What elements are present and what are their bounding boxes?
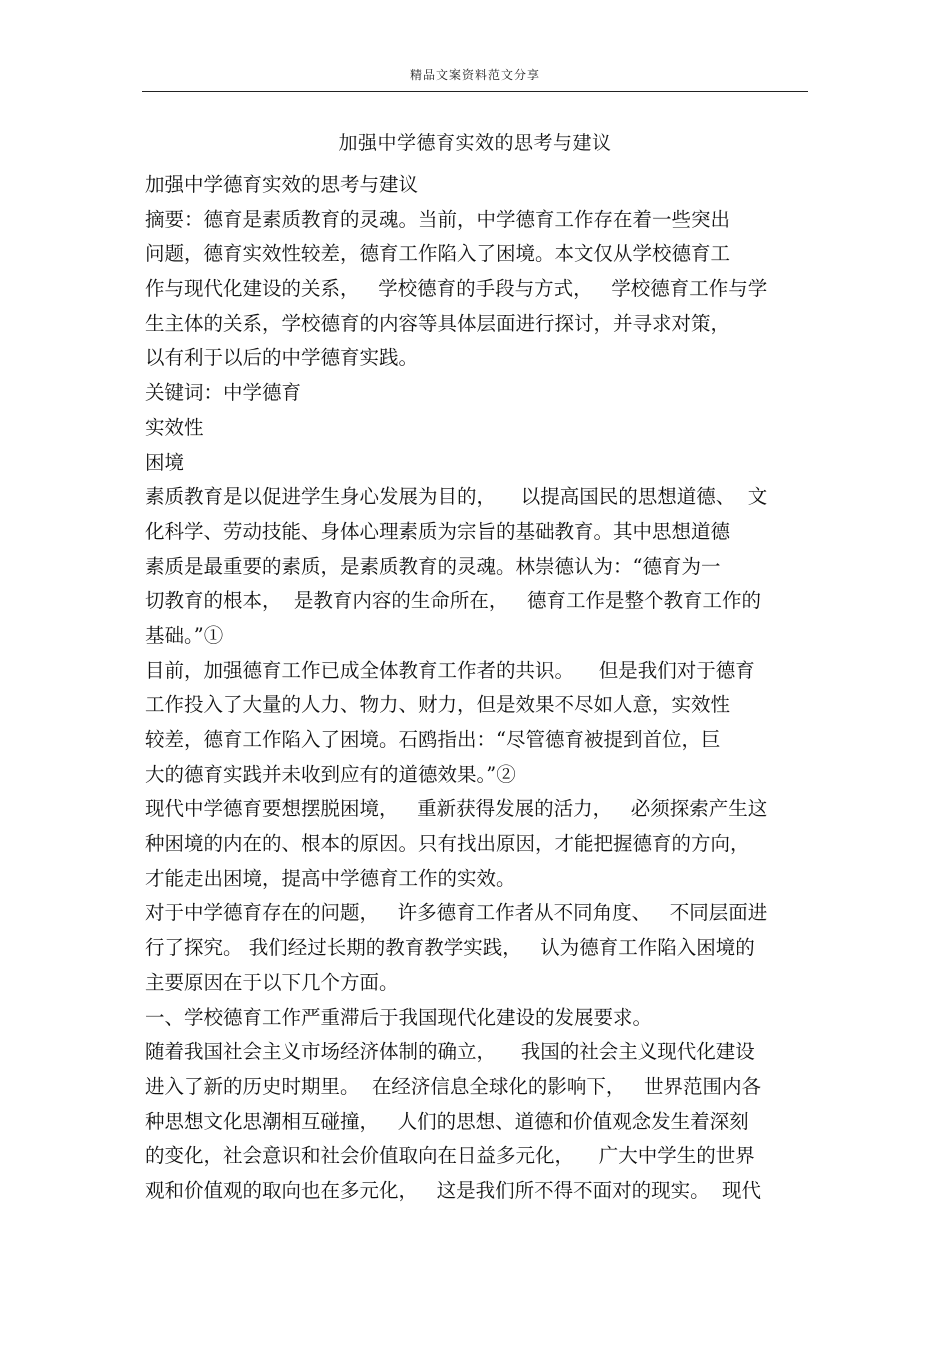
body-line: 行了探究。 我们经过长期的教育教学实践， 认为德育工作陷入困境的 [145,936,755,960]
document-title: 加强中学德育实效的思考与建议 [338,132,612,154]
body-line: 以有利于以后的中学德育实践。 [145,346,419,370]
body-line: 素质教育是以促进学生身心发展为目的， 以提高国民的思想道德、 文 [145,485,768,509]
body-line: 关键词：中学德育 [145,381,302,405]
body-line: 问题，德育实效性较差，德育工作陷入了困境。本文仅从学校德育工 [145,242,731,266]
body-line: 种思想文化思潮相互碰撞， 人们的思想、道德和价值观念发生着深刻 [145,1109,749,1133]
body-line: 较差，德育工作陷入了困境。石鸥指出：“尽管德育被提到首位，巨 [145,728,721,751]
body-line: 一、学校德育工作严重滞后于我国现代化建设的发展要求。 [145,1005,653,1029]
body-line: 摘要：德育是素质教育的灵魂。当前，中学德育工作存在着一些突出 [145,207,731,231]
body-line: 困境 [145,450,185,474]
body-line: 素质是最重要的素质，是素质教育的灵魂。林崇德认为：“德育为一 [145,554,721,578]
body-line: 进入了新的历史时期里。 在经济信息全球化的影响下， 世界范围内各 [145,1074,761,1098]
body-line: 目前，加强德育工作已成全体教育工作者的共识。 但是我们对于德育 [145,658,755,682]
body-line: 对于中学德育存在的问题， 许多德育工作者从不同角度、 不同层面进 [145,901,768,925]
body-line: 工作投入了大量的人力、物力、财力，但是效果不尽如人意，实效性 [145,693,731,717]
header-divider [142,91,808,92]
body-line: 的变化，社会意识和社会价值取向在日益多元化， 广大中学生的世界 [145,1144,755,1168]
body-line: 加强中学德育实效的思考与建议 [145,173,419,196]
page-header-text: 精品文案资料范文分享 [409,68,540,82]
document-body [145,168,810,1209]
body-line: 大的德育实践并未收到应有的道德效果。”② [145,762,516,786]
body-line: 主要原因在于以下几个方面。 [145,970,399,994]
body-line: 种困境的内在的、根本的原因。只有找出原因，才能把握德育的方向， [145,832,750,856]
body-line: 化科学、劳动技能、身体心理素质为宗旨的基础教育。其中思想道德 [145,519,731,543]
body-line: 随着我国社会主义市场经济体制的确立， 我国的社会主义现代化建设 [145,1040,755,1064]
body-line: 切教育的根本， 是教育内容的生命所在， 德育工作是整个教育工作的 [145,589,761,613]
body-line: 作与现代化建设的关系， 学校德育的手段与方式， 学校德育工作与学 [145,277,768,301]
body-line: 生主体的关系，学校德育的内容等具体层面进行探讨，并寻求对策， [145,311,731,335]
body-line: 实效性 [145,415,204,439]
body-line: 基础。”① [145,623,224,647]
body-line: 才能走出困境，提高中学德育工作的实效。 [145,866,516,890]
body-line: 现代中学德育要想摆脱困境， 重新获得发展的活力， 必须探索产生这 [145,797,768,821]
body-line: 观和价值观的取向也在多元化， 这是我们所不得不面对的现实。 现代 [145,1178,761,1202]
